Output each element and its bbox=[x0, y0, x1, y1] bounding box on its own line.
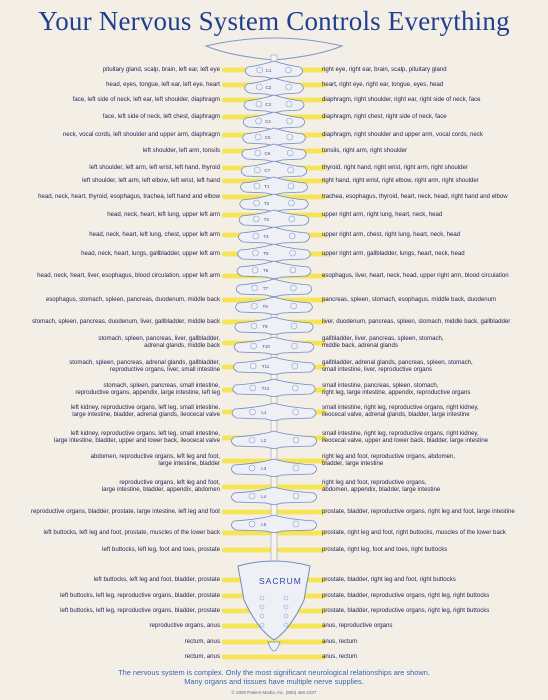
left-organ-label bbox=[102, 480, 220, 494]
right-organ-label bbox=[322, 654, 357, 661]
left-organ-label bbox=[185, 654, 220, 661]
right-organ-label bbox=[322, 383, 470, 397]
label-line: right eye, right ear, brain, scalp, pituitary gland bbox=[322, 65, 447, 73]
right-organ-label bbox=[322, 454, 455, 468]
label-line: stomach, spleen, pancreas, liver, gallbladder, bbox=[98, 335, 220, 343]
label-line: left buttocks, left leg, foot and toes, prostate bbox=[102, 545, 220, 553]
vertebra-label: T11 bbox=[261, 364, 270, 369]
label-line: tonsils, right arm, right shoulder bbox=[322, 146, 408, 154]
right-organ-label bbox=[322, 593, 489, 600]
right-organ-label bbox=[322, 82, 443, 89]
label-line: esophagus, stomach, spleen, pancreas, duodenum, middle back bbox=[45, 295, 220, 303]
label-line: small intestine, liver, reproductive organs bbox=[322, 365, 433, 373]
label-line: prostate, bladder, reproductive organs, right leg and foot, large intestine bbox=[322, 507, 515, 515]
right-organ-label bbox=[322, 319, 510, 326]
right-organ-label bbox=[322, 336, 444, 350]
label-line: esophagus, liver, heart, neck, head, upper right arm, blood circulation bbox=[322, 271, 509, 279]
vertebra-label: C5 bbox=[264, 135, 271, 140]
right-organ-label bbox=[322, 232, 460, 239]
left-organ-label bbox=[37, 273, 220, 280]
label-line: anus, rectum bbox=[322, 652, 358, 660]
label-line: abdomen, reproductive organs, left leg and foot, bbox=[90, 453, 220, 461]
label-line: upper right arm, gallbladder, lungs, heart, neck, head bbox=[322, 249, 465, 257]
label-line: diaphragm, right chest, right side of neck, face bbox=[322, 112, 447, 120]
page-title: Your Nervous System Controls Everything bbox=[38, 6, 510, 36]
label-line: rectum, anus bbox=[184, 652, 220, 660]
label-line: left buttocks, left leg, reproductive organs, bladder, prostate bbox=[60, 591, 220, 599]
vertebra-label: T12 bbox=[261, 386, 270, 391]
right-organ-label bbox=[322, 547, 447, 554]
right-organ-label bbox=[322, 132, 483, 139]
label-line: head, neck, heart, thyroid, esophagus, trachea, left hand and elbow bbox=[38, 192, 220, 200]
vertebra-label: T4 bbox=[263, 234, 269, 239]
label-line: ileocecal valve, adrenal glands, bladder, large intestine bbox=[322, 410, 470, 418]
vertebra-label: L1 bbox=[261, 410, 267, 415]
vertebra-t11 bbox=[234, 357, 315, 375]
label-line: head, eyes, tongue, left ear, left eye, heart bbox=[106, 80, 220, 88]
label-line: reproductive organs, liver, small intestine bbox=[109, 365, 220, 373]
label-line: pancreas, spleen, stomach, esophagus, middle back, duodenum bbox=[322, 295, 497, 303]
left-organ-label bbox=[63, 132, 220, 139]
label-line: thyroid, right hand, right wrist, right arm, right shoulder bbox=[322, 163, 468, 171]
vertebra-l2 bbox=[231, 431, 316, 449]
label-line: adrenal glands, middle back bbox=[144, 341, 220, 349]
sacrum-label: SACRUM bbox=[259, 576, 302, 586]
label-line: bladder, large intestine bbox=[322, 459, 384, 467]
label-line: stomach, spleen, pancreas, small intestine, bbox=[103, 382, 220, 390]
label-line: middle back, adrenal glands bbox=[322, 341, 398, 349]
right-organ-label bbox=[322, 623, 392, 630]
vertebra-label: C2 bbox=[265, 85, 272, 90]
vertebra-label: T7 bbox=[262, 286, 269, 291]
vertebra-c5 bbox=[243, 128, 306, 146]
right-organ-label bbox=[322, 273, 509, 280]
label-line: pituitary gland, scalp, brain, left ear, left eye bbox=[102, 65, 220, 73]
vertebra-c6 bbox=[242, 144, 306, 162]
left-organ-label bbox=[91, 454, 220, 468]
right-organ-label bbox=[322, 114, 447, 121]
vertebra-c2 bbox=[245, 78, 304, 96]
vertebra-label: L2 bbox=[261, 438, 267, 443]
right-organ-label bbox=[322, 165, 468, 172]
nerve-band-30 bbox=[222, 655, 326, 660]
label-line: stomach, spleen, pancreas, adrenal glands, gallbladder, bbox=[69, 359, 220, 367]
label-line: prostate, bladder, right leg and foot, right buttocks bbox=[322, 575, 456, 583]
left-organ-label bbox=[89, 165, 220, 172]
label-line: anus, reproductive organs bbox=[322, 621, 393, 629]
vertebra-label: L5 bbox=[261, 522, 267, 527]
label-line: right hand, right wrist, right elbow, right arm, right shoulder bbox=[322, 176, 479, 184]
footer-line-2: Many organs and tissues have multiple nerve supplies. bbox=[184, 677, 364, 686]
label-line: reproductive organs, anus bbox=[149, 621, 220, 629]
coccyx-bone bbox=[268, 642, 280, 651]
right-organ-label bbox=[322, 577, 456, 584]
left-organ-label bbox=[94, 577, 220, 584]
label-line: ileocecal valve, upper and lower back, bladder, large intestine bbox=[322, 436, 488, 444]
label-line: liver, duodenum, pancreas, spleen, stomach, middle back, gallbladder bbox=[322, 317, 511, 325]
left-organ-label bbox=[60, 593, 220, 600]
label-line: prostate, bladder, reproductive organs, right leg, right buttocks bbox=[322, 606, 490, 614]
vertebra-t5 bbox=[238, 244, 311, 262]
left-organ-label bbox=[82, 178, 220, 185]
left-organ-label bbox=[54, 431, 220, 445]
label-line: right leg and foot, reproductive organs, abdomen, bbox=[322, 453, 456, 461]
vertebra-label: L3 bbox=[261, 466, 267, 471]
label-line: prostate, right leg and foot, right buttocks, muscles of the lower back bbox=[322, 528, 506, 536]
label-line: rectum, anus bbox=[184, 637, 220, 645]
vertebra-label: C3 bbox=[265, 102, 271, 107]
label-line: left shoulder, left arm, left wrist, left hand, thyroid bbox=[89, 163, 220, 171]
label-line: heart, right eye, right ear, tongue, eyes, head bbox=[322, 80, 444, 88]
vertebra-c7 bbox=[241, 161, 307, 179]
right-organ-label bbox=[322, 178, 479, 185]
label-line: prostate, right leg, foot and toes, right buttocks bbox=[322, 545, 448, 553]
vertebra-label: C1 bbox=[265, 68, 272, 73]
vertebra-t7 bbox=[236, 279, 311, 297]
right-organ-label bbox=[322, 530, 506, 537]
label-line: small intestine, right leg, reproductive organs, right kidney, bbox=[322, 430, 479, 438]
label-line: small intestine, right leg, reproductive organs, right kidney, bbox=[322, 404, 479, 412]
label-line: face, left side of neck, left ear, left shoulder, diaphragm bbox=[72, 95, 220, 103]
label-line: head, neck, heart, lungs, gallbladder, upper left arm bbox=[81, 249, 220, 257]
vertebra-label: T5 bbox=[263, 251, 269, 256]
label-line: upper right arm, right lung, heart, neck, head bbox=[322, 210, 443, 218]
vertebra-c1 bbox=[245, 61, 302, 79]
label-line: diaphragm, right shoulder, right ear, right side of neck, face bbox=[322, 95, 481, 103]
vertebra-label: L4 bbox=[261, 494, 267, 499]
right-organ-label bbox=[322, 509, 515, 516]
left-organ-label bbox=[98, 336, 220, 350]
label-line: large intestine, bladder, appendix, abdomen bbox=[101, 485, 220, 493]
label-line: left buttocks, left leg, reproductive organs, bladder, prostate bbox=[60, 606, 220, 614]
label-line: prostate, bladder, reproductive organs, right leg, right buttocks bbox=[322, 591, 490, 599]
footer-note bbox=[0, 668, 548, 686]
left-organ-label bbox=[185, 639, 220, 646]
label-line: upper right arm, chest, right lung, heart, neck, head bbox=[322, 230, 461, 238]
left-organ-label bbox=[38, 194, 220, 201]
label-line: diaphragm, right shoulder and upper arm, vocal cords, neck bbox=[322, 130, 483, 138]
label-line: left kidney, reproductive organs, left leg, small intestine, bbox=[70, 404, 220, 412]
label-line: small intestine, pancreas, spleen, stomach, bbox=[322, 382, 439, 390]
footer-line-1: The nervous system is complex. Only the most significant neurological relationships are shown. bbox=[118, 668, 430, 677]
left-organ-label bbox=[103, 67, 220, 74]
left-organ-label bbox=[73, 97, 220, 104]
right-organ-label bbox=[322, 360, 473, 374]
label-line: right leg, large intestine, appendix, reproductive organs bbox=[322, 388, 471, 396]
left-organ-label bbox=[107, 212, 220, 219]
vertebra-label: T8 bbox=[262, 304, 268, 309]
label-line: large intestine, bladder bbox=[158, 459, 220, 467]
label-line: head, neck, heart, left lung, upper left arm bbox=[107, 210, 220, 218]
label-line: large intestine, bladder, adrenal glands, ileocecal valve bbox=[72, 410, 220, 418]
label-line: abdomen, appendix, bladder, large intestine bbox=[322, 485, 441, 493]
label-line: trachea, esophagus, thyroid, heart, neck, head, right hand and elbow bbox=[322, 192, 508, 200]
vertebra-label: T1 bbox=[264, 184, 270, 189]
vertebra-l4 bbox=[231, 487, 316, 505]
copyright-text: © 2000 Patient Media, Inc. (800) 466-2337 bbox=[231, 690, 317, 695]
left-organ-label bbox=[32, 319, 220, 326]
label-line: left shoulder, left arm, left elbow, left wrist, left hand bbox=[82, 176, 220, 184]
label-line: gallbladder, adrenal glands, pancreas, spleen, stomach, bbox=[322, 359, 473, 367]
right-organ-label bbox=[322, 639, 357, 646]
label-line: gallbladder, liver, pancreas, spleen, stomach, bbox=[322, 335, 444, 343]
left-organ-label bbox=[71, 405, 220, 419]
left-organ-label bbox=[106, 82, 220, 89]
vertebra-label: T6 bbox=[262, 268, 269, 273]
label-line: head, neck, heart, liver, esophagus, blood circulation, upper left arm bbox=[37, 271, 220, 279]
label-line: left buttocks, left leg and foot, prostate, muscles of the lower back bbox=[43, 528, 220, 536]
right-organ-label bbox=[322, 251, 465, 258]
right-organ-label bbox=[322, 148, 407, 155]
label-line: left buttocks, left leg and foot, bladder, prostate bbox=[93, 575, 220, 583]
vertebra-label: C6 bbox=[264, 151, 271, 156]
label-line: stomach, spleen, pancreas, duodenum, liver, gallbladder, middle back bbox=[31, 317, 220, 325]
label-line: face, left side of neck, left chest, diaphragm bbox=[102, 112, 220, 120]
vertebra-t10 bbox=[234, 337, 314, 355]
right-organ-label bbox=[322, 212, 442, 219]
label-line: large intestine, bladder, upper and lower back, ileocecal valve bbox=[54, 436, 220, 444]
vertebra-label: T10 bbox=[262, 344, 270, 349]
label-line: neck, vocal cords, left shoulder and upper arm, diaphragm bbox=[62, 130, 220, 138]
left-organ-label bbox=[103, 114, 220, 121]
label-line: left kidney, reproductive organs, left leg, small intestine, bbox=[70, 430, 220, 438]
vertebra-label: T3 bbox=[263, 217, 269, 222]
left-organ-label bbox=[60, 608, 220, 615]
right-organ-label bbox=[322, 608, 489, 615]
label-line: left shoulder, left arm, tonsils bbox=[142, 146, 220, 154]
left-organ-label bbox=[46, 297, 220, 304]
left-organ-label bbox=[143, 148, 220, 155]
left-organ-label bbox=[81, 251, 220, 258]
right-organ-label bbox=[322, 480, 440, 494]
vertebra-t4 bbox=[238, 227, 309, 245]
label-line: reproductive organs, appendix, large intestine, left leg bbox=[75, 388, 220, 396]
label-line: right leg and foot, reproductive organs, bbox=[322, 479, 427, 487]
left-organ-label bbox=[75, 383, 220, 397]
left-organ-label bbox=[102, 547, 220, 554]
left-organ-label bbox=[89, 232, 220, 239]
vertebra-l1 bbox=[232, 403, 316, 421]
vertebra-t12 bbox=[233, 379, 315, 397]
vertebra-label: T2 bbox=[263, 201, 270, 206]
vertebra-label: C7 bbox=[264, 168, 271, 173]
vertebra-t6 bbox=[237, 261, 311, 279]
right-organ-label bbox=[322, 194, 508, 201]
left-organ-label bbox=[31, 509, 220, 516]
right-organ-label bbox=[322, 405, 479, 419]
vertebra-label: C4 bbox=[265, 119, 271, 124]
right-organ-label bbox=[322, 431, 488, 445]
right-organ-label bbox=[322, 297, 496, 304]
left-organ-label bbox=[44, 530, 220, 537]
right-organ-label bbox=[322, 67, 447, 74]
label-line: reproductive organs, left leg and foot, bbox=[119, 479, 220, 487]
left-organ-label bbox=[69, 360, 220, 374]
label-line: head, neck, heart, left lung, chest, upper left arm bbox=[89, 230, 220, 238]
left-organ-label bbox=[150, 623, 220, 630]
vertebra-label: T9 bbox=[262, 324, 268, 329]
vertebra-l5 bbox=[231, 515, 316, 533]
label-line: reproductive organs, bladder, prostate, large intestine, left leg and foot bbox=[30, 507, 220, 515]
right-organ-label bbox=[322, 97, 481, 104]
label-line: anus, rectum bbox=[322, 637, 358, 645]
